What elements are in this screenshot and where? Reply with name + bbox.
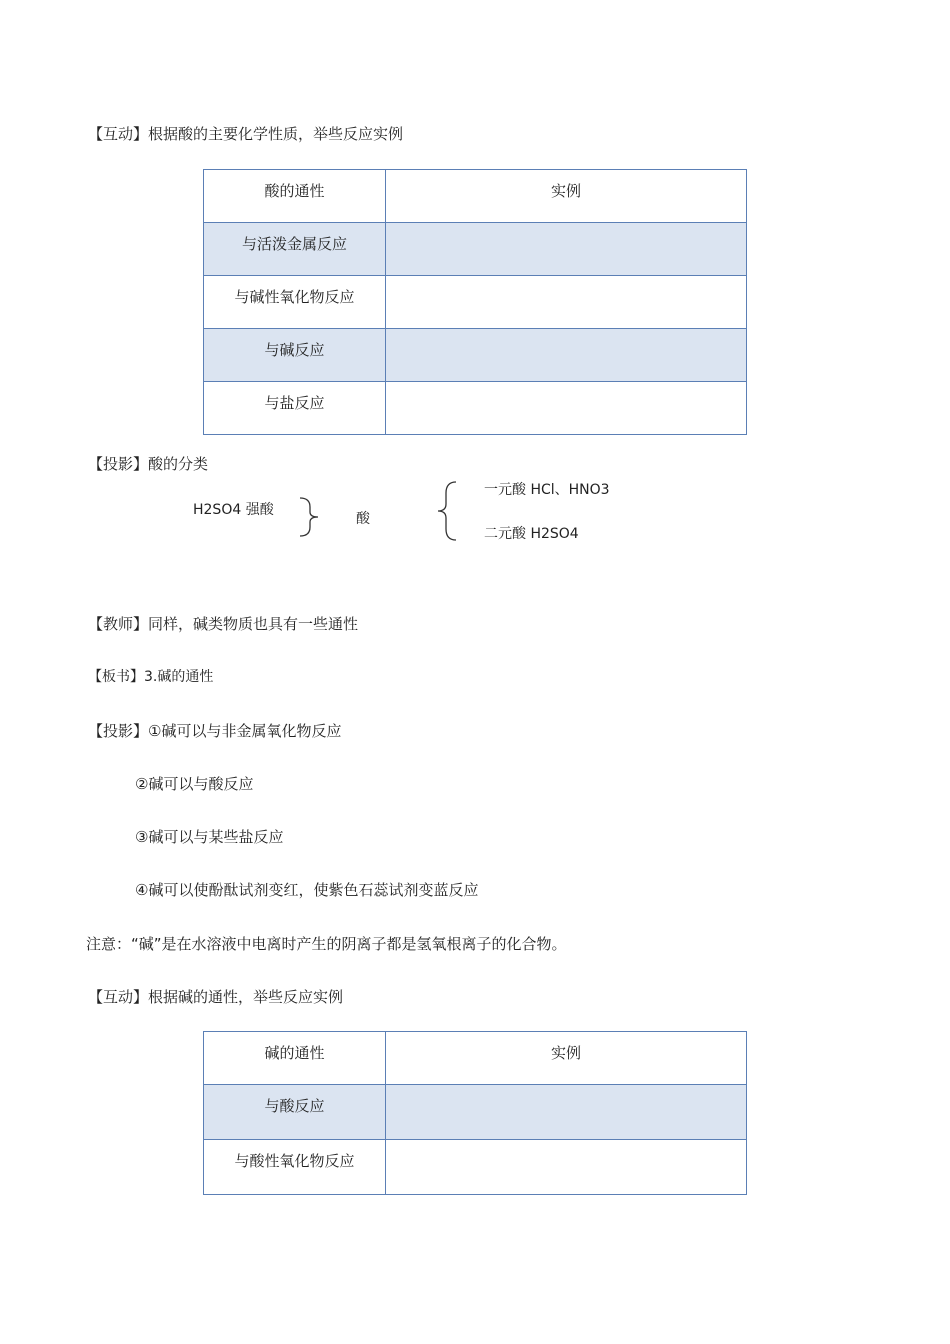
table-cell-property: 与酸反应	[204, 1085, 386, 1140]
classification-center-label: 酸	[356, 511, 370, 527]
table-header-cell: 碱的通性	[204, 1032, 386, 1085]
table-row	[204, 276, 747, 329]
table-header-row	[204, 1032, 747, 1085]
heading-interact-acid: 【互动】根据酸的主要化学性质，举些反应实例	[88, 125, 404, 143]
classification-left-label: H2SO4 强酸	[193, 502, 274, 518]
base-properties-table	[203, 1031, 747, 1195]
heading-interact-base: 【互动】根据碱的通性，举些反应实例	[88, 988, 344, 1006]
table-row	[204, 382, 747, 435]
list-item: ③碱可以与某些盐反应	[135, 828, 284, 846]
heading-projection-base: 【投影】①碱可以与非金属氧化物反应	[88, 722, 342, 740]
table-row	[204, 223, 747, 276]
right-brace-icon	[296, 496, 322, 538]
table-cell-example	[386, 1085, 747, 1140]
heading-teacher: 【教师】同样，碱类物质也具有一些通性	[88, 615, 359, 633]
list-item: ④碱可以使酚酞试剂变红，使紫色石蕊试剂变蓝反应	[135, 881, 479, 899]
table-cell-property: 与碱性氧化物反应	[204, 276, 386, 329]
table-header-row	[204, 170, 747, 223]
table-header-cell: 实例	[386, 1032, 747, 1085]
table-cell-example	[386, 223, 747, 276]
left-brace-icon	[434, 480, 460, 542]
heading-board: 【板书】3.碱的通性	[88, 669, 214, 685]
table-row	[204, 1085, 747, 1140]
table-cell-property: 与碱反应	[204, 329, 386, 382]
note-definition: 注意：“碱”是在水溶液中电离时产生的阴离子都是氢氧根离子的化合物。	[86, 935, 567, 953]
heading-projection-classification: 【投影】酸的分类	[88, 455, 209, 473]
table-header-cell: 实例	[386, 170, 747, 223]
table-cell-property: 与活泼金属反应	[204, 223, 386, 276]
list-item: ②碱可以与酸反应	[135, 775, 254, 793]
classification-branch-diprotic: 二元酸 H2SO4	[484, 526, 579, 542]
table-header-cell: 酸的通性	[204, 170, 386, 223]
table-cell-example	[386, 329, 747, 382]
classification-branch-monoprotic: 一元酸 HCl、HNO3	[484, 482, 610, 498]
table-cell-property: 与酸性氧化物反应	[204, 1140, 386, 1195]
table-cell-property: 与盐反应	[204, 382, 386, 435]
acid-properties-table	[203, 169, 747, 435]
table-cell-example	[386, 382, 747, 435]
table-cell-example	[386, 276, 747, 329]
table-row	[204, 1140, 747, 1195]
table-cell-example	[386, 1140, 747, 1195]
table-row	[204, 329, 747, 382]
